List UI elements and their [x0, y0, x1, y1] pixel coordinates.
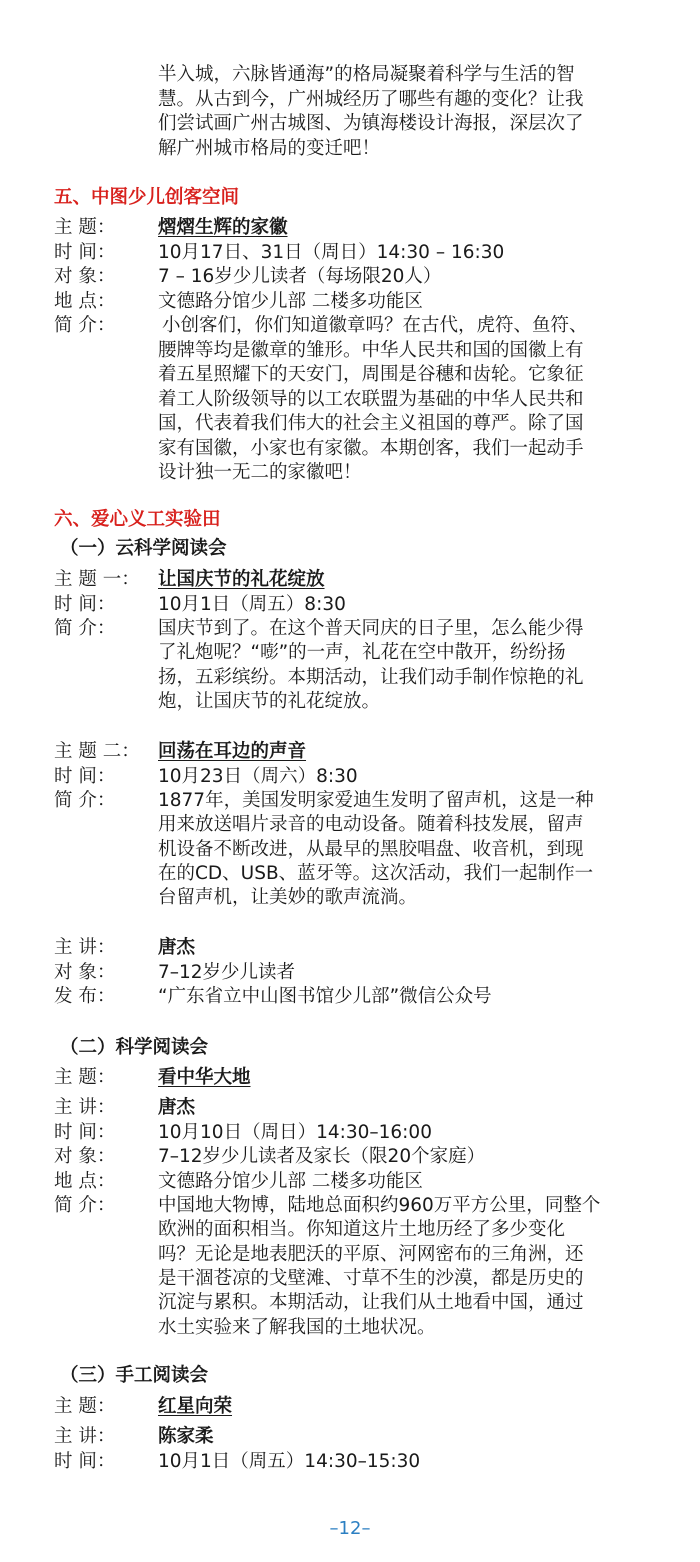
field-label: 时 间：: [54, 242, 116, 263]
speaker-value: 陈家柔: [158, 1426, 214, 1447]
subsection-title: （三）手工阅读会: [60, 1365, 209, 1386]
time-value: 10月10日（周日）14:30–16:00: [158, 1122, 432, 1143]
intro-line: 沉淀与累积。本期活动，让我们从土地看中国，通过: [158, 1292, 584, 1313]
place-value: 文德路分馆少儿部 二楼多功能区: [158, 291, 423, 312]
field-label: 主 题 一：: [54, 569, 140, 590]
intro-line: 机设备不断改进，从最早的黑胶唱盘、收音机，到现: [158, 839, 584, 860]
audience-value: 7 – 16岁少儿读者（每场限20人）: [158, 266, 442, 287]
intro-line: 用来放送唱片录音的电动设备。随着科技发展，留声: [158, 814, 584, 835]
field-label: 简 介：: [54, 1195, 116, 1216]
time-value: 10月1日（周五）14:30–15:30: [158, 1451, 421, 1472]
intro-line: 们尝试画广州古城图、为镇海楼设计海报，深层次了: [158, 113, 584, 134]
field-label: 主 题：: [54, 1396, 116, 1417]
time-value: 10月23日（周六）8:30: [158, 766, 358, 787]
intro-line: 水土实验来了解我国的土地状况。: [158, 1317, 436, 1338]
section-title: 五、中图少儿创客空间: [54, 187, 240, 208]
field-label: 对 象：: [54, 266, 116, 287]
intro-line: 半入城，六脉皆通海”的格局凝聚着科学与生活的智: [158, 64, 575, 85]
time-value: 10月17日、31日（周日）14:30 – 16:30: [158, 242, 505, 263]
field-label: 地 点：: [54, 1171, 116, 1192]
field-label: 主 题：: [54, 217, 116, 238]
speaker-value: 唐杰: [158, 937, 196, 958]
intro-line: 了礼炮呢？“嘭”的一声，礼花在空中散开，纷纷扬: [158, 642, 566, 663]
field-label: 时 间：: [54, 594, 116, 615]
intro-line: 家有国徽，小家也有家徽。本期创客，我们一起动手: [158, 438, 584, 459]
intro-line: 炮，让国庆节的礼花绽放。: [158, 691, 381, 712]
intro-line: 1877年，美国发明家爱迪生发明了留声机，这是一种: [158, 790, 594, 811]
field-label: 时 间：: [54, 766, 116, 787]
field-label: 主 讲：: [54, 1426, 116, 1447]
intro-line: 着工人阶级领导的以工农联盟为基础的中华人民共和: [158, 389, 584, 410]
intro-line: 扬，五彩缤纷。本期活动，让我们动手制作惊艳的礼: [158, 667, 584, 688]
field-label: 发 布：: [54, 986, 116, 1007]
field-label: 简 介：: [54, 618, 116, 639]
topic-title: 红星向荣: [158, 1396, 233, 1417]
speaker-value: 唐杰: [158, 1097, 196, 1118]
intro-line: 中国地大物博，陆地总面积约960万平方公里，同整个: [158, 1195, 601, 1216]
field-label: 对 象：: [54, 962, 116, 983]
intro-line: 腰牌等均是徽章的雏形。中华人民共和国的国徽上有: [158, 340, 584, 361]
field-label: 时 间：: [54, 1451, 116, 1472]
publish-value: “广东省立中山图书馆少儿部”微信公众号: [158, 986, 492, 1007]
topic-title: 让国庆节的礼花绽放: [158, 569, 325, 590]
intro-line: 小创客们，你们知道徽章吗？在古代，虎符、鱼符、: [162, 315, 588, 336]
intro-line: 欧洲的面积相当。你知道这片土地历经了多少变化: [158, 1219, 566, 1240]
page-number: –12–: [329, 1518, 371, 1539]
field-label: 对 象：: [54, 1146, 116, 1167]
subsection-title: （二）科学阅读会: [60, 1037, 209, 1058]
field-label: 主 讲：: [54, 1097, 116, 1118]
intro-line: 台留声机，让美妙的歌声流淌。: [158, 887, 418, 908]
audience-value: 7–12岁少儿读者: [158, 962, 296, 983]
audience-value: 7–12岁少儿读者及家长（限20个家庭）: [158, 1146, 486, 1167]
field-label: 地 点：: [54, 291, 116, 312]
field-label: 简 介：: [54, 315, 116, 336]
field-label: 主 题：: [54, 1067, 116, 1088]
intro-line: 国，代表着我们伟大的社会主义祖国的尊严。除了国: [158, 413, 584, 434]
section-title: 六、爱心义工实验田: [54, 509, 221, 530]
intro-line: 设计独一无二的家徽吧！: [158, 462, 362, 483]
intro-line: 吗？无论是地表肥沃的平原、河网密布的三角洲，还: [158, 1244, 584, 1265]
intro-line: 着五星照耀下的天安门，周围是谷穗和齿轮。它象征: [158, 364, 584, 385]
field-label: 简 介：: [54, 790, 116, 811]
time-value: 10月1日（周五）8:30: [158, 594, 346, 615]
place-value: 文德路分馆少儿部 二楼多功能区: [158, 1171, 423, 1192]
field-label: 时 间：: [54, 1122, 116, 1143]
topic-title: 熠熠生辉的家徽: [158, 217, 288, 238]
topic-title: 回荡在耳边的声音: [158, 741, 307, 762]
intro-line: 是干涸苍凉的戈壁滩、寸草不生的沙漠，都是历史的: [158, 1268, 584, 1289]
intro-line: 慧。从古到今，广州城经历了哪些有趣的变化？让我: [158, 89, 584, 110]
subsection-title: （一）云科学阅读会: [60, 538, 227, 559]
intro-line: 在的CD、USB、蓝牙等。这次活动，我们一起制作一: [158, 863, 594, 884]
field-label: 主 讲：: [54, 937, 116, 958]
intro-line: 国庆节到了。在这个普天同庆的日子里，怎么能少得: [158, 618, 584, 639]
topic-title: 看中华大地: [158, 1067, 251, 1088]
intro-line: 解广州城市格局的变迁吧！: [158, 138, 381, 159]
field-label: 主 题 二：: [54, 741, 140, 762]
